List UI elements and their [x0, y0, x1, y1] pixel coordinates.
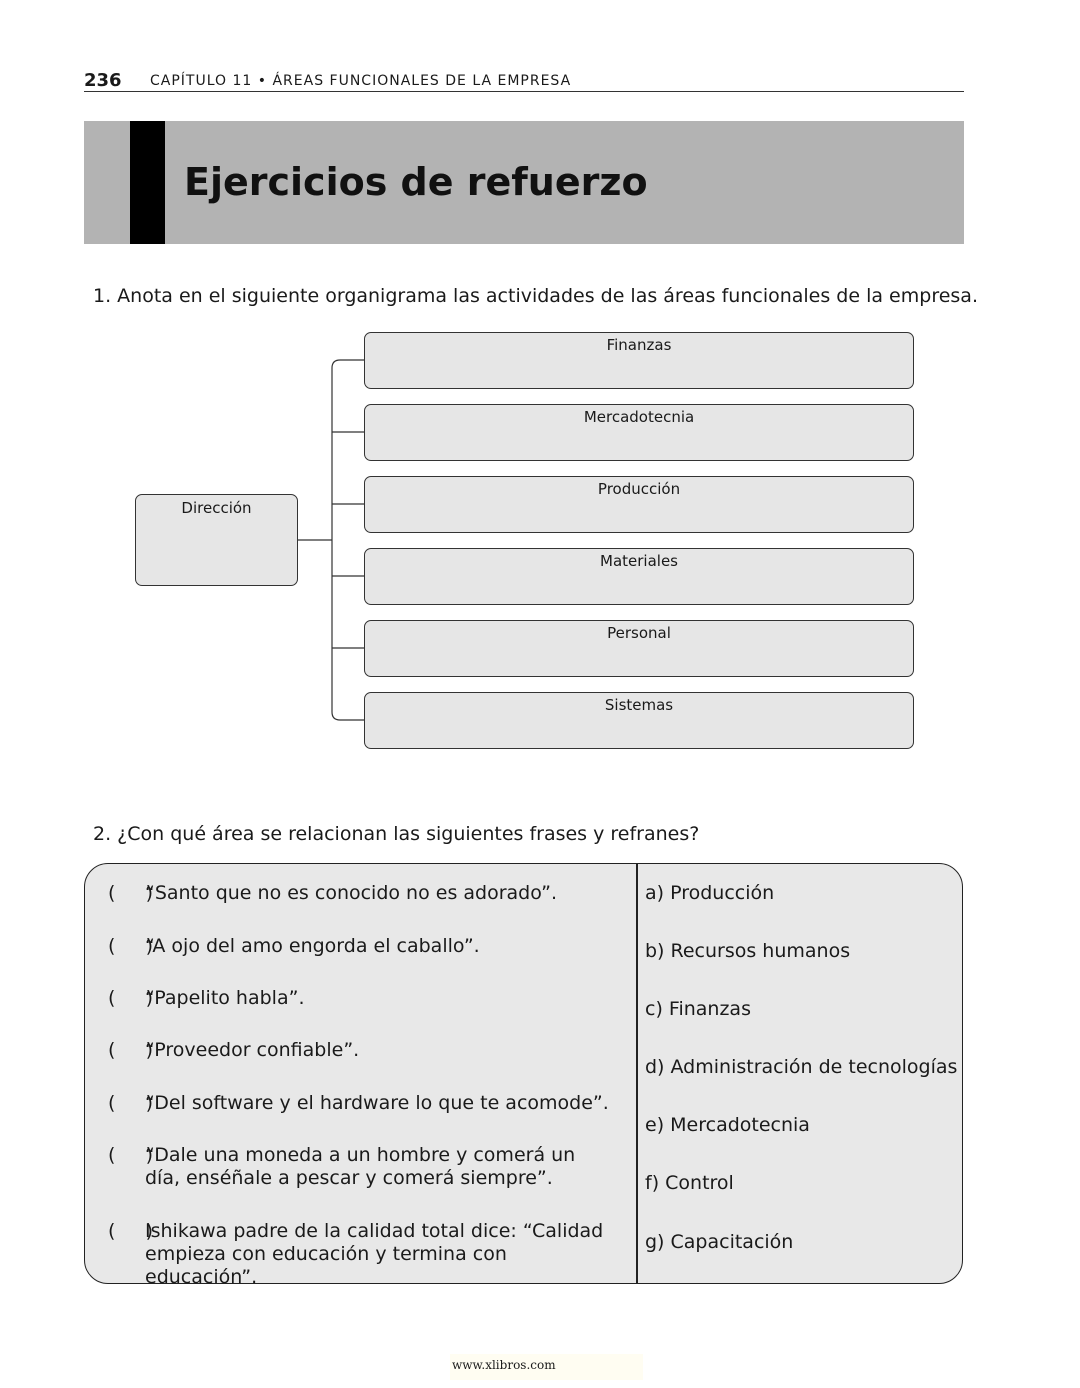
phrase-text: “A ojo del amo engorda el caballo”.: [145, 935, 480, 957]
answer-blank[interactable]: ( ): [108, 987, 154, 1009]
answer-blank[interactable]: ( ): [108, 1039, 154, 1061]
answer-blank[interactable]: ( ): [108, 882, 154, 904]
option-d: d) Administración de tecnologías: [645, 1056, 958, 1078]
exercise-2-prompt: 2. ¿Con qué área se relacionan las siguientes frases y refranes?: [93, 823, 700, 845]
option-e: e) Mercadotecnia: [645, 1114, 810, 1136]
org-box-personal[interactable]: Personal: [364, 620, 914, 677]
phrase-text: “Dale una moneda a un hombre y comerá un día, enséñale a pescar y comerá siempre”.: [145, 1144, 576, 1189]
option-g: g) Capacitación: [645, 1231, 794, 1253]
org-box-mercadotecnia[interactable]: Mercadotecnia: [364, 404, 914, 461]
phrase-text: “Proveedor confiable”.: [145, 1039, 360, 1061]
answer-blank[interactable]: ( ): [108, 1144, 154, 1166]
option-a: a) Producción: [645, 882, 775, 904]
answer-blank[interactable]: ( ): [108, 1220, 154, 1242]
option-f: f) Control: [645, 1172, 734, 1194]
answer-blank[interactable]: ( ): [108, 1092, 154, 1114]
option-b: b) Recursos humanos: [645, 940, 851, 962]
org-box-sistemas[interactable]: Sistemas: [364, 692, 914, 749]
section-title: Ejercicios de refuerzo: [184, 160, 648, 204]
option-c: c) Finanzas: [645, 998, 751, 1020]
matching-divider: [636, 864, 638, 1283]
phrase-text: “Del software y el hardware lo que te acomode”.: [145, 1092, 609, 1114]
page-number: 236: [84, 70, 122, 91]
trunk-line: [332, 360, 364, 720]
chapter-title: CAPÍTULO 11 • ÁREAS FUNCIONALES DE LA EMPRESA: [150, 73, 572, 89]
answer-blank[interactable]: ( ): [108, 935, 154, 957]
phrase-text: Ishikawa padre de la calidad total dice: “Calidad empieza con educación y termina con educación”.: [145, 1220, 604, 1288]
footer-url[interactable]: www.xlibros.com: [452, 1358, 556, 1372]
org-box-materiales[interactable]: Materiales: [364, 548, 914, 605]
org-box-produccion[interactable]: Producción: [364, 476, 914, 533]
phrase-text: “Papelito habla”.: [145, 987, 305, 1009]
phrase-text: “Santo que no es conocido no es adorado”.: [145, 882, 558, 904]
org-box-finanzas[interactable]: Finanzas: [364, 332, 914, 389]
org-box-direccion[interactable]: Dirección: [135, 494, 298, 586]
exercise-1-prompt: 1. Anota en el siguiente organigrama las actividades de las áreas funcionales de la empresa.: [93, 285, 978, 307]
